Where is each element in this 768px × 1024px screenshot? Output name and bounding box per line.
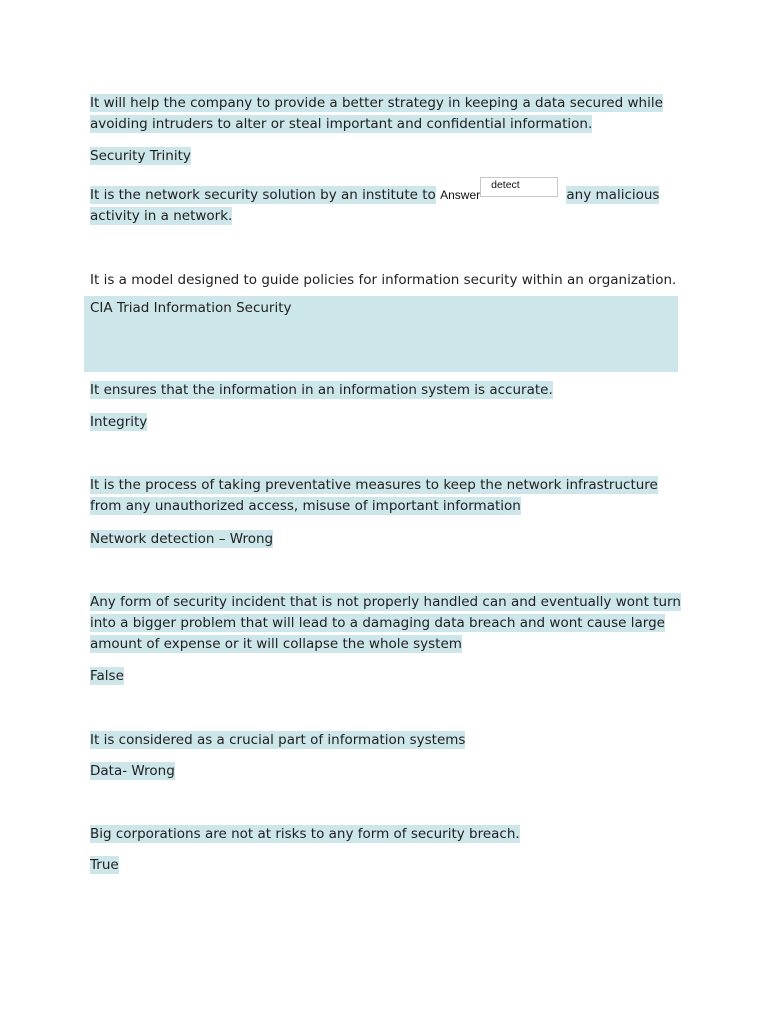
- answer-8-text: True: [90, 857, 119, 873]
- question-3-text: It is a model designed to guide policies for information security within an organization.: [90, 272, 677, 288]
- answer-5: [90, 529, 690, 550]
- answer-3-text: CIA Triad Information Security: [90, 300, 292, 316]
- answer-label: Answer: [440, 188, 481, 202]
- question-2: [90, 179, 690, 227]
- question-3: [90, 270, 690, 291]
- answer-input[interactable]: detect: [480, 177, 558, 197]
- question-4: [90, 380, 690, 401]
- answer-7: [90, 761, 690, 782]
- answer-4: [90, 412, 690, 433]
- question-2-text-before: It is the network security solution by an institute to: [90, 187, 436, 203]
- question-8: [90, 824, 690, 845]
- question-1: [90, 93, 690, 135]
- question-4-text: It ensures that the information in an information system is accurate.: [90, 382, 553, 398]
- answer-1-text: Security Trinity: [90, 148, 191, 164]
- question-8-text: Big corporations are not at risks to any form of security breach.: [90, 826, 520, 842]
- question-7-text: It is considered as a crucial part of information systems: [90, 732, 466, 748]
- question-7: [90, 730, 690, 751]
- question-2-text-after: any malicious activity in a network.: [90, 187, 660, 224]
- question-6: [90, 592, 690, 655]
- answer-6-text: False: [90, 668, 124, 684]
- answer-4-text: Integrity: [90, 414, 148, 430]
- answer-8: [90, 855, 690, 876]
- question-6-text: Any form of security incident that is not properly handled can and eventually wont turn into a bigger problem that will lead to a damaging data breach and wont cause large amount of expense or it will collapse the whole system: [90, 594, 681, 652]
- answer-1: [90, 146, 690, 167]
- answer-3: [90, 298, 292, 319]
- question-1-text: It will help the company to provide a better strategy in keeping a data secured while avoiding intruders to alter or steal important and confidential information.: [90, 95, 663, 132]
- answer-5-text: Network detection – Wrong: [90, 531, 274, 547]
- answer-6: [90, 666, 690, 687]
- question-5: [90, 475, 690, 517]
- question-5-text: It is the process of taking preventative measures to keep the network infrastructure from any unauthorized access, misuse of important information: [90, 477, 658, 514]
- answer-7-text: Data- Wrong: [90, 763, 175, 779]
